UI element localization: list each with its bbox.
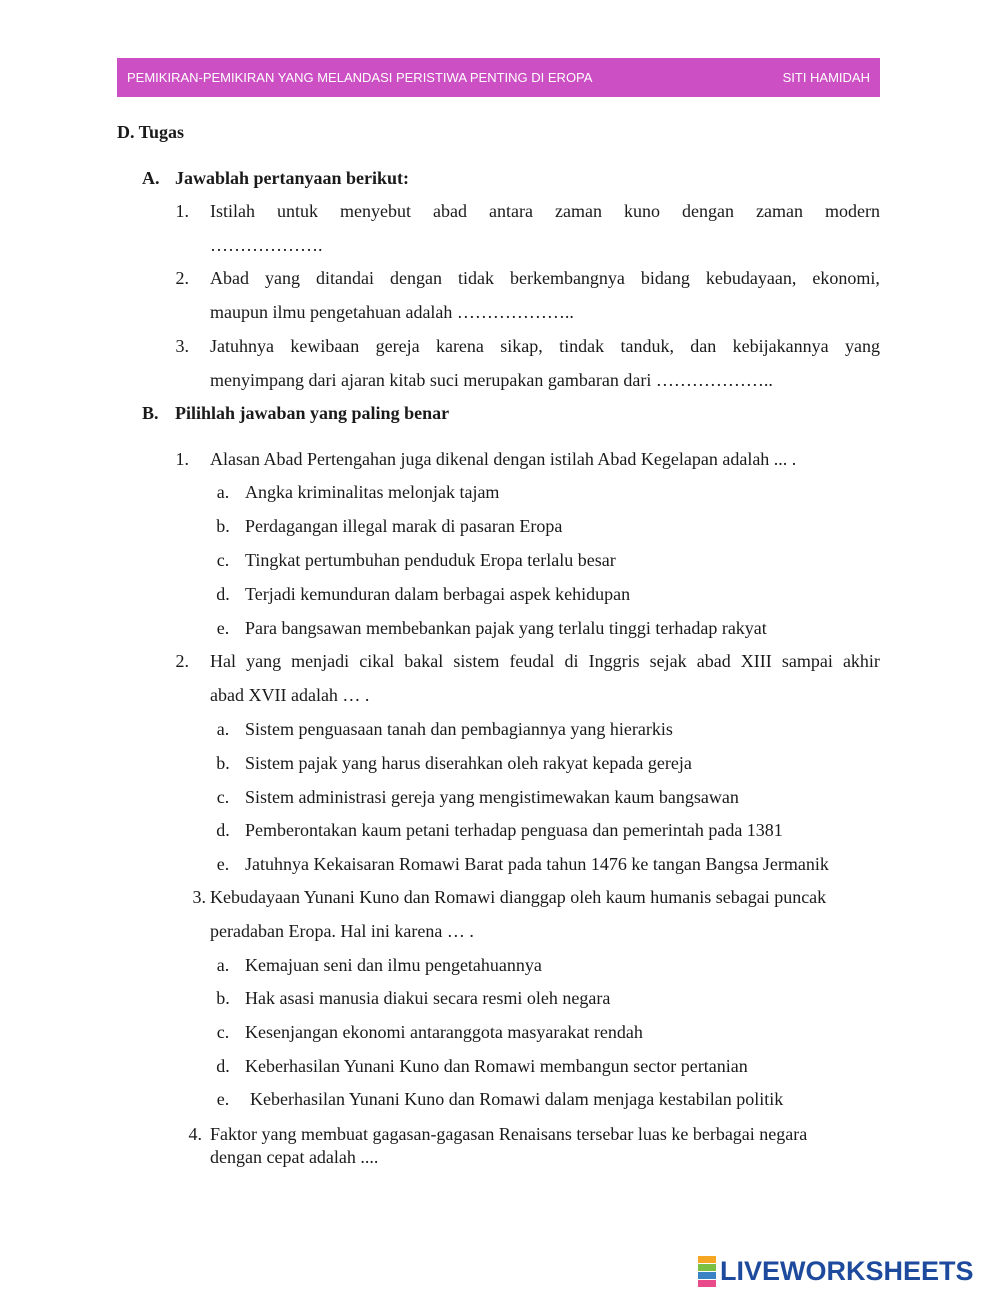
word: feudal: [509, 651, 555, 671]
word: zaman: [756, 201, 803, 221]
question-a3-line1: [210, 335, 880, 357]
option-letter[interactable]: b.: [216, 753, 230, 773]
section-heading: D. Tugas: [117, 122, 185, 142]
option-text[interactable]: Tingkat pertumbuhan penduduk Eropa terlalu besar: [245, 550, 616, 570]
word: sampai: [781, 651, 833, 671]
answer-blank[interactable]: ……………….: [210, 235, 323, 255]
option-text[interactable]: Sistem penguasaan tanah dan pembagiannya yang hierarkis: [245, 719, 673, 739]
liveworksheets-logo: [698, 1255, 974, 1287]
option-letter[interactable]: e.: [216, 618, 230, 638]
question-number: 1.: [175, 449, 189, 469]
header-title: PEMIKIRAN-PEMIKIRAN YANG MELANDASI PERISTIWA PENTING DI EROPA: [127, 70, 593, 85]
word: akhir: [842, 651, 880, 671]
word: bakal: [404, 651, 444, 671]
word: kewibaan: [290, 336, 360, 356]
question-a2-line1: [210, 267, 880, 289]
option-text[interactable]: Terjadi kemunduran dalam berbagai aspek kehidupan: [245, 584, 631, 604]
word: modern: [825, 201, 880, 221]
word: zaman: [555, 201, 602, 221]
option-letter[interactable]: e.: [216, 1089, 230, 1109]
word: abad: [696, 651, 731, 671]
word: cikal: [359, 651, 395, 671]
option-letter[interactable]: d.: [216, 584, 230, 604]
option-letter[interactable]: d.: [216, 1056, 230, 1076]
word: kuno: [624, 201, 661, 221]
question-number: 4.: [188, 1124, 202, 1144]
word: Abad: [210, 268, 249, 288]
word: dan: [690, 336, 717, 356]
page-header: [117, 58, 880, 97]
option-text[interactable]: Kemajuan seni dan ilmu pengetahuannya: [245, 955, 542, 975]
option-text[interactable]: Keberhasilan Yunani Kuno dan Romawi membangun sector pertanian: [245, 1056, 748, 1076]
question-text: Alasan Abad Pertengahan juga dikenal dengan istilah Abad Kegelapan adalah ... .: [210, 449, 797, 469]
question-b2-line2: abad XVII adalah … .: [210, 685, 370, 705]
part-a-letter: A.: [142, 168, 160, 188]
word: sejak: [649, 651, 687, 671]
header-author: SITI HAMIDAH: [782, 70, 870, 85]
option-letter[interactable]: a.: [216, 482, 230, 502]
word: kebudayaan,: [705, 268, 797, 288]
option-text[interactable]: Kesenjangan ekonomi antaranggota masyarakat rendah: [245, 1022, 643, 1042]
option-letter[interactable]: e.: [216, 854, 230, 874]
word: ditandai: [316, 268, 374, 288]
word: tidak: [457, 268, 494, 288]
option-text[interactable]: Angka kriminalitas melonjak tajam: [245, 482, 500, 502]
question-number: 2.: [175, 651, 189, 671]
word: Jatuhnya: [210, 336, 274, 356]
option-letter[interactable]: c.: [216, 550, 230, 570]
option-text[interactable]: Keberhasilan Yunani Kuno dan Romawi dalam menjaga kestabilan politik: [250, 1089, 784, 1109]
logo-icon: [698, 1256, 716, 1287]
word: gereja: [375, 336, 420, 356]
question-b3-line2: peradaban Eropa. Hal ini karena … .: [210, 921, 474, 941]
word: XIII: [740, 651, 772, 671]
word: ekonomi,: [812, 268, 880, 288]
part-b-letter: B.: [142, 403, 159, 423]
option-text[interactable]: Sistem pajak yang harus diserahkan oleh rakyat kepada gereja: [245, 753, 692, 773]
question-b2-line1: [210, 650, 880, 672]
word: sistem: [453, 651, 500, 671]
question-b4-line2: dengan cepat adalah ....: [210, 1147, 379, 1167]
word: untuk: [277, 201, 319, 221]
question-a2-line2[interactable]: maupun ilmu pengetahuan adalah ………………..: [210, 302, 574, 322]
logo-bar: [698, 1256, 716, 1263]
logo-bar: [698, 1264, 716, 1271]
option-text[interactable]: Hak asasi manusia diakui secara resmi oleh negara: [245, 988, 611, 1008]
option-letter[interactable]: c.: [216, 1022, 230, 1042]
word: yang: [246, 651, 282, 671]
option-letter[interactable]: a.: [216, 955, 230, 975]
logo-bar: [698, 1280, 716, 1287]
option-letter[interactable]: d.: [216, 820, 230, 840]
word: yang: [844, 336, 880, 356]
word: karena: [435, 336, 484, 356]
part-b-title: Pilihlah jawaban yang paling benar: [175, 403, 450, 423]
option-text[interactable]: Jatuhnya Kekaisaran Romawi Barat pada tahun 1476 ke tangan Bangsa Jermanik: [245, 854, 829, 874]
word: tanduk,: [620, 336, 674, 356]
word: menjadi: [291, 651, 350, 671]
word: sikap,: [500, 336, 543, 356]
word: dengan: [389, 268, 442, 288]
option-text[interactable]: Perdagangan illegal marak di pasaran Eropa: [245, 516, 563, 536]
option-letter[interactable]: c.: [216, 787, 230, 807]
word: Istilah: [210, 201, 255, 221]
part-a-title: Jawablah pertanyaan berikut:: [175, 168, 410, 188]
word: menyebut: [340, 201, 412, 221]
word: kebijakannya: [732, 336, 829, 356]
question-a1-line1: [210, 200, 880, 222]
question-b3-line1: Kebudayaan Yunani Kuno dan Romawi dianggap oleh kaum humanis sebagai puncak: [210, 887, 827, 907]
option-letter[interactable]: a.: [216, 719, 230, 739]
word: di: [564, 651, 579, 671]
option-text[interactable]: Sistem administrasi gereja yang mengistimewakan kaum bangsawan: [245, 787, 739, 807]
word: Inggris: [588, 651, 640, 671]
option-letter[interactable]: b.: [216, 516, 230, 536]
question-number: 3.: [175, 336, 189, 356]
word: abad: [433, 201, 468, 221]
question-a3-line2[interactable]: menyimpang dari ajaran kitab suci merupakan gambaran dari ………………..: [210, 370, 773, 390]
word: yang: [265, 268, 300, 288]
question-number: 2.: [175, 268, 189, 288]
question-b4-line1: Faktor yang membuat gagasan-gagasan Renaisans tersebar luas ke berbagai negara: [210, 1124, 808, 1144]
word: antara: [489, 201, 534, 221]
word: tindak: [559, 336, 605, 356]
word: dengan: [682, 201, 735, 221]
word: Hal: [210, 651, 236, 671]
logo-text: LIVEWORKSHEETS: [720, 1255, 974, 1286]
option-text[interactable]: Pemberontakan kaum petani terhadap penguasa dan pemerintah pada 1381: [245, 820, 783, 840]
word: bidang: [640, 268, 690, 288]
word: berkembangnya: [509, 268, 625, 288]
option-text[interactable]: Para bangsawan membebankan pajak yang terlalu tinggi terhadap rakyat: [245, 618, 767, 638]
question-number: 3.: [192, 887, 206, 907]
option-letter[interactable]: b.: [216, 988, 230, 1008]
logo-bar: [698, 1272, 716, 1279]
question-number: 1.: [175, 201, 189, 221]
